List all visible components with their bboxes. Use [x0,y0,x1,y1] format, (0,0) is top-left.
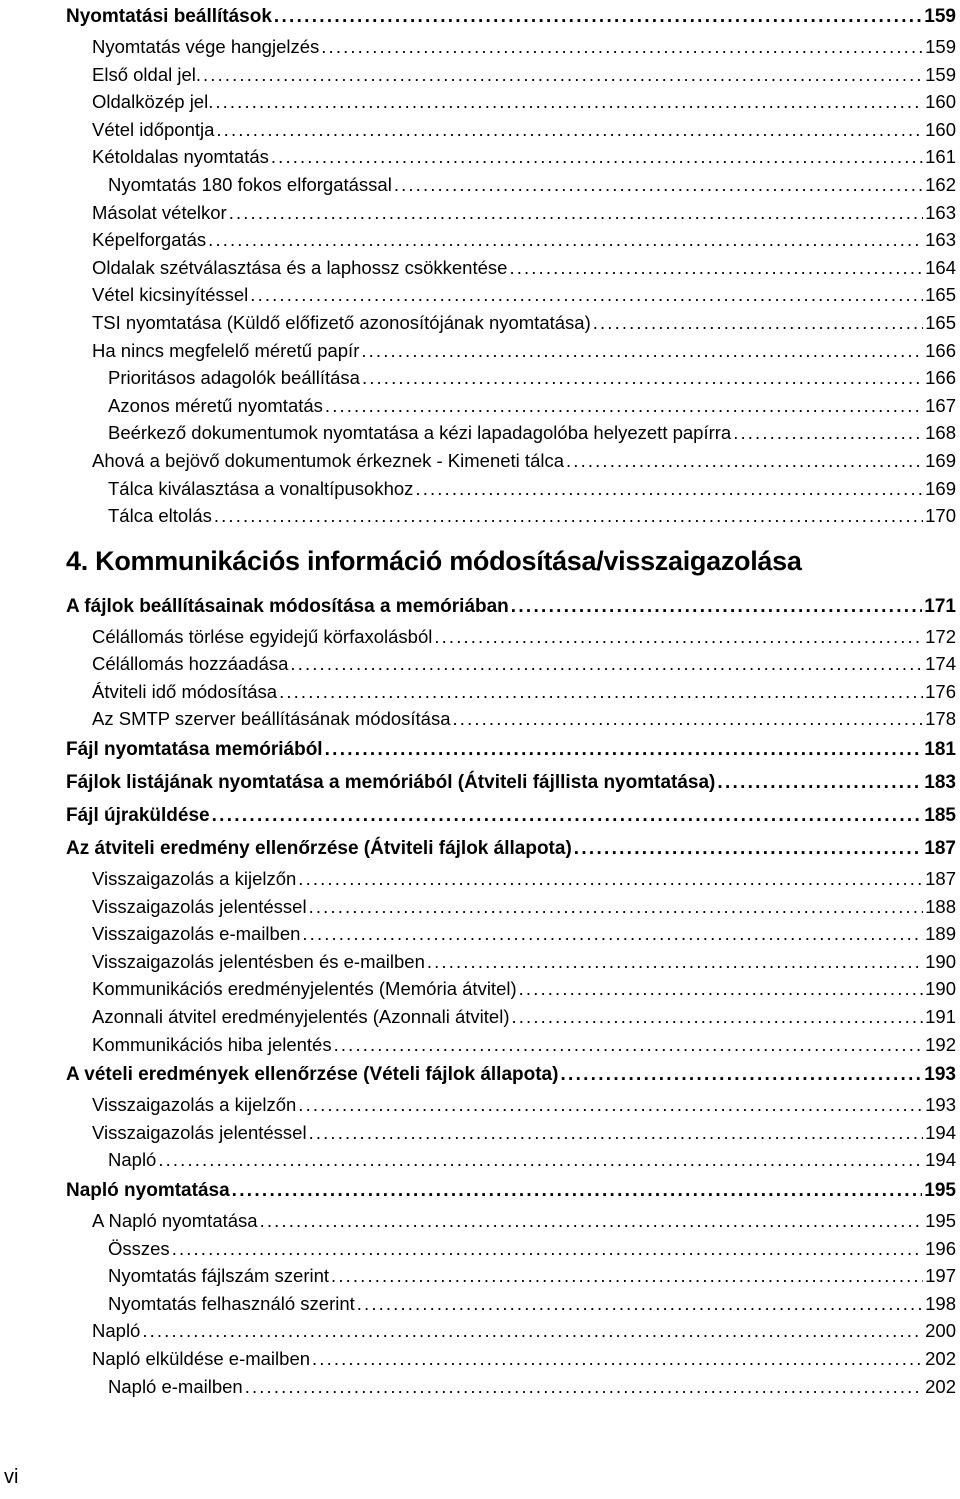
toc-dot-leader [215,88,923,116]
toc-dot-leader [733,419,923,447]
toc-subsection-entry[interactable] [66,61,956,89]
toc-page-number: 191 [925,1006,956,1028]
toc-page-number: 167 [925,394,956,416]
toc-entry-title: Fájlok listájának nyomtatása a memóriából (Átviteli fájllista nyomtatása) [66,772,716,794]
toc-entry-title: Azonos méretű nyomtatás [108,394,323,416]
toc-subsection-entry[interactable] [66,1119,956,1147]
toc-dot-leader [415,475,923,503]
toc-dot-leader [325,733,923,766]
toc-entry-title: Visszaigazolás jelentésben és e-mailben [92,950,425,972]
toc-subsection-entry[interactable] [66,1091,956,1119]
toc-page-number: 166 [925,339,956,361]
toc-dot-leader [214,502,923,530]
toc-page-number: 185 [924,805,956,827]
toc-dot-leader [203,61,923,89]
toc-page-number: 171 [924,595,956,617]
toc-dot-leader [519,975,923,1003]
toc-page-number: 200 [925,1320,956,1342]
table-of-contents [66,0,956,1400]
toc-subsection-entry[interactable] [66,650,956,678]
toc-subsection-entry[interactable] [66,33,956,61]
toc-dot-leader [560,1058,922,1091]
toc-page-number: 163 [925,229,956,251]
toc-page-number: 196 [925,1237,956,1259]
toc-page-number: 165 [925,284,956,306]
toc-entry-title: Napló elküldése e-mailben [92,1347,311,1369]
page-number-footer: vi [4,1466,19,1488]
toc-entry-title: Képelforgatás [92,229,207,251]
toc-subsection-entry[interactable] [66,893,956,921]
toc-entry-title: Visszaigazolás jelentéssel [92,895,307,917]
toc-subsection-entry[interactable] [66,475,956,503]
toc-dot-leader [434,623,923,651]
toc-dot-leader [357,1290,923,1318]
toc-subsection-entry[interactable] [66,502,956,530]
toc-subsection-entry[interactable] [66,1003,956,1031]
toc-subsection-entry[interactable] [66,309,956,337]
toc-dot-leader [208,226,923,254]
toc-subsection-entry[interactable] [66,337,956,365]
toc-entry-title: Visszaigazolás e-mailben [92,923,301,945]
toc-dot-leader [298,865,923,893]
toc-dot-leader [509,254,923,282]
toc-entry-title: Nyomtatás fájlszám szerint [108,1265,330,1287]
toc-entry-title: Nyomtatási beállítások [66,6,272,27]
toc-page-number: 174 [925,653,956,675]
toc-subsection-entry[interactable] [66,678,956,706]
toc-subsection-entry[interactable] [66,1146,956,1174]
toc-subsection-entry[interactable] [66,392,956,420]
toc-entry-title: Az átviteli eredmény ellenőrzése (Átviteli fájlok állapota) [66,838,572,860]
toc-page-number: 194 [925,1149,956,1171]
toc-dot-leader [229,199,923,227]
toc-subsection-entry[interactable] [66,171,956,199]
toc-dot-leader [274,0,922,33]
toc-page-number: 183 [924,772,956,794]
toc-page-number: 165 [925,311,956,333]
toc-page-number: 161 [925,146,956,168]
toc-subsection-entry[interactable] [66,88,956,116]
toc-entry-title: Célállomás törlése egyidejű körfaxolásból [92,625,433,647]
toc-entry-title: Napló [108,1149,157,1171]
toc-entry-title: A fájlok beállításainak módosítása a memóriában [66,595,509,617]
toc-page-number: 170 [925,505,956,527]
toc-subsection-entry[interactable] [66,364,956,392]
toc-dot-leader [574,832,923,865]
toc-entry-title: Fájl nyomtatása memóriából [66,739,323,761]
toc-dot-leader [232,1174,923,1207]
toc-entry-title: Napló [92,1320,141,1342]
toc-section-entry[interactable] [66,832,956,865]
toc-subsection-entry[interactable] [66,920,956,948]
toc-dot-leader [361,337,923,365]
toc-dot-leader [566,447,923,475]
toc-dot-leader [158,1146,923,1174]
toc-subsection-entry[interactable] [66,1373,956,1401]
toc-entry-title: Tálca eltolás [108,505,212,527]
toc-page-number: 193 [924,1064,956,1086]
toc-entry-title: Oldalak szétválasztása és a laphossz csökkentése [92,256,508,278]
toc-entry-title: Visszaigazolás a kijelzőn [92,868,297,890]
toc-dot-leader [279,678,923,706]
toc-entry-title: Vétel időpontja [92,118,215,140]
toc-entry-title: Tálca kiválasztása a vonaltípusokhoz [108,477,414,499]
toc-dot-leader [512,1003,924,1031]
toc-entry-title: Oldalközép jel. [92,91,214,113]
toc-subsection-entry[interactable] [66,419,956,447]
toc-dot-leader [331,1262,923,1290]
toc-entry-title: Visszaigazolás jelentéssel [92,1121,307,1143]
toc-page-number: 176 [925,680,956,702]
toc-entry-title: Azonnali átvitel eredményjelentés (Azonnali átvitel) [92,1006,510,1028]
toc-subsection-entry[interactable] [66,623,956,651]
toc-entry-title: Napló e-mailben [108,1375,243,1397]
toc-page-number: 169 [925,477,956,499]
toc-entry-title: Átviteli idő módosítása [92,680,278,702]
toc-page-number: 202 [925,1375,956,1397]
toc-subsection-entry[interactable] [66,199,956,227]
toc-page-number: 195 [924,1180,956,1201]
toc-page-number: 178 [925,708,956,730]
toc-subsection-entry[interactable] [66,1235,956,1263]
toc-section-entry[interactable] [66,733,956,766]
toc-entry-title: Vétel kicsinyítéssel [92,284,249,306]
toc-dot-leader [717,766,922,799]
toc-page-number: 202 [925,1347,956,1369]
toc-dot-leader [250,281,923,309]
toc-page-number: 190 [925,978,956,1000]
toc-dot-leader [216,116,923,144]
toc-entry-title: Az SMTP szerver beállításának módosítása [92,708,451,730]
toc-subsection-entry[interactable] [66,447,956,475]
toc-page-number: 189 [925,923,956,945]
toc-page-number: 197 [925,1265,956,1287]
toc-dot-leader [312,1345,923,1373]
toc-page-number: 159 [925,63,956,85]
toc-entry-title: Ha nincs megfelelő méretű papír [92,339,360,361]
toc-entry-title: Prioritásos adagolók beállítása [108,367,360,389]
toc-page-number: 193 [925,1094,956,1116]
toc-subsection-entry[interactable] [66,1031,956,1059]
toc-entry-title: Kommunikációs eredményjelentés (Memória átvitel) [92,978,517,1000]
toc-page-number: 168 [925,422,956,444]
toc-entry-title: Első oldal jel. [92,63,202,85]
toc-dot-leader [309,893,924,921]
toc-subsection-entry[interactable] [66,143,956,171]
toc-entry-title: Nyomtatás 180 fokos elforgatással [108,173,392,195]
toc-entry-title: Fájl újraküldése [66,805,210,827]
chapter-heading: 4. Kommunikációs információ módosítása/visszaigazolása [66,545,802,576]
toc-page-number: 159 [925,36,956,57]
toc-subsection-entry[interactable] [66,975,956,1003]
toc-dot-leader [309,1119,924,1147]
toc-page-number: 159 [924,6,956,27]
toc-subsection-entry[interactable] [66,705,956,733]
toc-dot-leader [453,705,924,733]
toc-dot-leader [172,1235,923,1263]
toc-subsection-entry[interactable] [66,254,956,282]
toc-page-number: 187 [925,868,956,890]
toc-entry-title: TSI nyomtatása (Küldő előfizető azonosítójának nyomtatása) [92,311,591,333]
toc-entry-title: Másolat vételkor [92,201,227,223]
toc-dot-leader [593,309,923,337]
toc-page-number: 162 [925,173,956,195]
toc-dot-leader [260,1207,924,1235]
toc-entry-title: Összes [108,1237,170,1259]
toc-dot-leader [298,1091,923,1119]
toc-section-entry[interactable] [66,1058,956,1091]
toc-section-entry[interactable] [66,1174,956,1207]
toc-subsection-entry[interactable] [66,1345,956,1373]
toc-entry-title: Nyomtatás vége hangjelzés [92,36,320,57]
toc-entry-title: Célállomás hozzáadása [92,653,289,675]
toc-section-entry[interactable] [66,766,956,799]
toc-dot-leader [142,1317,923,1345]
toc-dot-leader [271,143,923,171]
toc-entry-title: Kétoldalas nyomtatás [92,146,269,168]
toc-section-entry[interactable] [66,0,956,33]
toc-page-number: 192 [925,1033,956,1055]
toc-page-number: 160 [925,91,956,113]
toc-entry-title: A vételi eredmények ellenőrzése (Vételi fájlok állapota) [66,1064,559,1086]
toc-page-number: 169 [925,449,956,471]
toc-page-number: 166 [925,367,956,389]
toc-subsection-entry[interactable] [66,1262,956,1290]
toc-page-number: 190 [925,950,956,972]
toc-entry-title: Kommunikációs hiba jelentés [92,1033,332,1055]
toc-dot-leader [325,392,923,420]
toc-dot-leader [302,920,923,948]
toc-entry-title: Beérkező dokumentumok nyomtatása a kézi lapadagolóba helyezett papírra [108,422,732,444]
toc-subsection-entry[interactable] [66,116,956,144]
toc-subsection-entry[interactable] [66,948,956,976]
toc-page-number: 163 [925,201,956,223]
toc-page-number: 194 [925,1121,956,1143]
toc-entry-title: Ahová a bejövő dokumentumok érkeznek - Kimeneti tálca [92,449,565,471]
toc-subsection-entry[interactable] [66,1207,956,1235]
toc-subsection-entry[interactable] [66,865,956,893]
toc-entry-title: A Napló nyomtatása [92,1210,258,1231]
toc-page-number: 198 [925,1292,956,1314]
toc-subsection-entry[interactable] [66,281,956,309]
toc-entry-title: Napló nyomtatása [66,1180,230,1201]
toc-dot-leader [394,171,923,199]
toc-dot-leader [290,650,923,678]
toc-dot-leader [362,364,923,392]
toc-page-number: 195 [925,1210,956,1231]
toc-page-number: 160 [925,118,956,140]
toc-page-number: 188 [925,895,956,917]
toc-page-number: 187 [924,838,956,860]
toc-section-entry[interactable] [66,799,956,832]
toc-subsection-entry[interactable] [66,226,956,254]
toc-dot-leader [245,1373,923,1401]
toc-section-entry[interactable] [66,590,956,623]
toc-entry-title: Nyomtatás felhasználó szerint [108,1292,355,1314]
toc-page-number: 164 [925,256,956,278]
toc-page-number: 172 [925,625,956,647]
toc-dot-leader [427,948,923,976]
toc-subsection-entry[interactable] [66,1317,956,1345]
toc-dot-leader [212,799,923,832]
toc-dot-leader [334,1031,924,1059]
toc-dot-leader [321,33,923,61]
toc-subsection-entry[interactable] [66,1290,956,1318]
toc-dot-leader [511,590,923,623]
toc-page-number: 181 [924,739,956,761]
toc-entry-title: Visszaigazolás a kijelzőn [92,1094,297,1116]
